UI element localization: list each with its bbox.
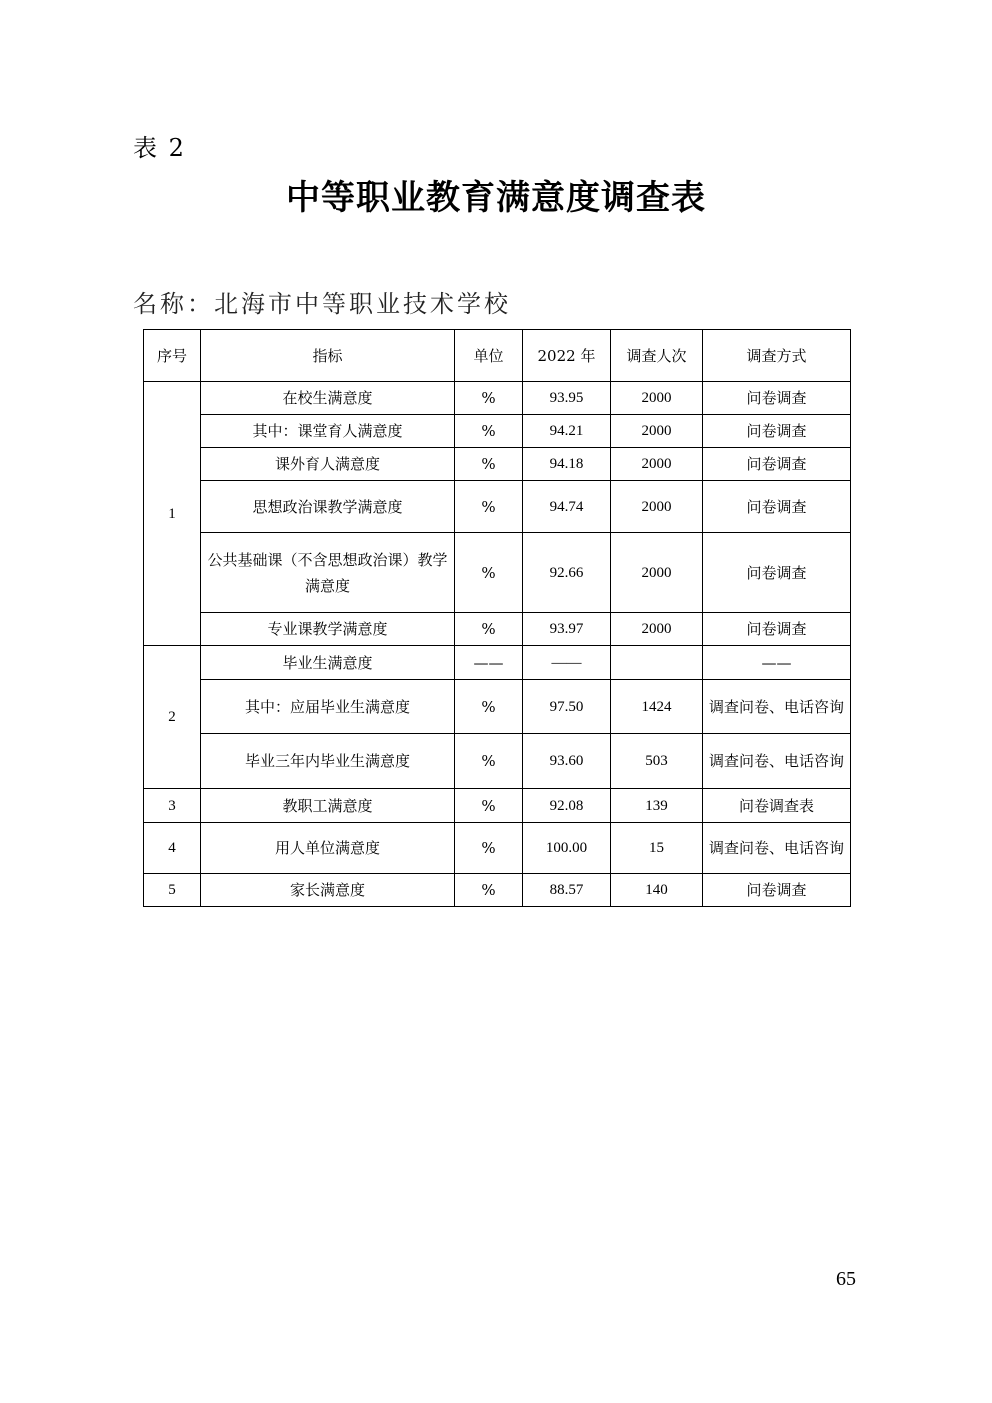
- unit-cell: ——: [455, 646, 523, 680]
- table-row: [144, 646, 851, 680]
- table-row: [144, 789, 851, 823]
- table-body: [144, 382, 851, 907]
- seq-cell: 3: [144, 789, 201, 823]
- value-cell: 94.21: [523, 415, 611, 448]
- seq-cell: 4: [144, 823, 201, 874]
- indicator-cell: 家长满意度: [201, 874, 455, 907]
- unit-cell: %: [455, 613, 523, 646]
- method-cell: 问卷调查: [703, 874, 851, 907]
- respondents-cell: 2000: [611, 382, 703, 415]
- value-cell: 92.08: [523, 789, 611, 823]
- table-header-row: [144, 330, 851, 382]
- respondents-cell: 1424: [611, 680, 703, 734]
- unit-cell: %: [455, 823, 523, 874]
- value-cell: 88.57: [523, 874, 611, 907]
- unit-cell: %: [455, 789, 523, 823]
- method-cell: 问卷调查: [703, 415, 851, 448]
- seq-cell: 1: [144, 382, 201, 646]
- indicator-cell: 其中：应届毕业生满意度: [201, 680, 455, 734]
- indicator-cell: 教职工满意度: [201, 789, 455, 823]
- table-row: [144, 823, 851, 874]
- unit-cell: %: [455, 382, 523, 415]
- respondents-cell: 2000: [611, 481, 703, 533]
- indicator-cell: 课外育人满意度: [201, 448, 455, 481]
- indicator-cell: 毕业生满意度: [201, 646, 455, 680]
- value-cell: 93.60: [523, 734, 611, 789]
- unit-cell: %: [455, 680, 523, 734]
- indicator-cell: 思想政治课教学满意度: [201, 481, 455, 533]
- respondents-cell: 2000: [611, 415, 703, 448]
- method-cell: 问卷调查: [703, 448, 851, 481]
- respondents-cell: 2000: [611, 613, 703, 646]
- table-row: [144, 874, 851, 907]
- method-cell: 调查问卷、电话咨询: [703, 823, 851, 874]
- indicator-cell: 在校生满意度: [201, 382, 455, 415]
- respondents-cell: 503: [611, 734, 703, 789]
- indicator-cell: 毕业三年内毕业生满意度: [201, 734, 455, 789]
- respondents-cell: 2000: [611, 533, 703, 613]
- method-cell: 调查问卷、电话咨询: [703, 734, 851, 789]
- method-cell: 问卷调查: [703, 481, 851, 533]
- value-cell: 100.00: [523, 823, 611, 874]
- unit-cell: %: [455, 415, 523, 448]
- school-name: 名称：北海市中等职业技术学校: [133, 290, 511, 318]
- method-cell: 问卷调查: [703, 533, 851, 613]
- table-row: [144, 448, 851, 481]
- satisfaction-table: [143, 329, 851, 907]
- method-cell: ——: [703, 646, 851, 680]
- table-row: [144, 734, 851, 789]
- table-row: [144, 415, 851, 448]
- header-respondents: 调查人次: [611, 330, 703, 382]
- value-cell: ——: [523, 646, 611, 680]
- table-row: [144, 533, 851, 613]
- indicator-cell: 公共基础课（不含思想政治课）教学满意度: [201, 533, 455, 613]
- unit-cell: %: [455, 533, 523, 613]
- page-title: 中等职业教育满意度调查表: [286, 178, 706, 218]
- unit-cell: %: [455, 874, 523, 907]
- method-cell: 问卷调查表: [703, 789, 851, 823]
- method-cell: 问卷调查: [703, 382, 851, 415]
- respondents-cell: 15: [611, 823, 703, 874]
- seq-cell: 2: [144, 646, 201, 789]
- respondents-cell: 139: [611, 789, 703, 823]
- header-method: 调查方式: [703, 330, 851, 382]
- unit-cell: %: [455, 734, 523, 789]
- seq-cell: 5: [144, 874, 201, 907]
- header-year: 2022 年: [523, 330, 611, 382]
- value-cell: 93.95: [523, 382, 611, 415]
- method-cell: 问卷调查: [703, 613, 851, 646]
- table-row: [144, 613, 851, 646]
- indicator-cell: 专业课教学满意度: [201, 613, 455, 646]
- value-cell: 92.66: [523, 533, 611, 613]
- table-row: [144, 680, 851, 734]
- table-label: 表 2: [133, 134, 186, 162]
- value-cell: 94.74: [523, 481, 611, 533]
- value-cell: 93.97: [523, 613, 611, 646]
- header-indicator: 指标: [201, 330, 455, 382]
- respondents-cell: [611, 646, 703, 680]
- value-cell: 94.18: [523, 448, 611, 481]
- page-number: 65: [836, 1268, 856, 1290]
- header-seq: 序号: [144, 330, 201, 382]
- unit-cell: %: [455, 448, 523, 481]
- header-unit: 单位: [455, 330, 523, 382]
- method-cell: 调查问卷、电话咨询: [703, 680, 851, 734]
- indicator-cell: 用人单位满意度: [201, 823, 455, 874]
- table-row: [144, 382, 851, 415]
- indicator-cell: 其中：课堂育人满意度: [201, 415, 455, 448]
- value-cell: 97.50: [523, 680, 611, 734]
- unit-cell: %: [455, 481, 523, 533]
- table-row: [144, 481, 851, 533]
- respondents-cell: 2000: [611, 448, 703, 481]
- respondents-cell: 140: [611, 874, 703, 907]
